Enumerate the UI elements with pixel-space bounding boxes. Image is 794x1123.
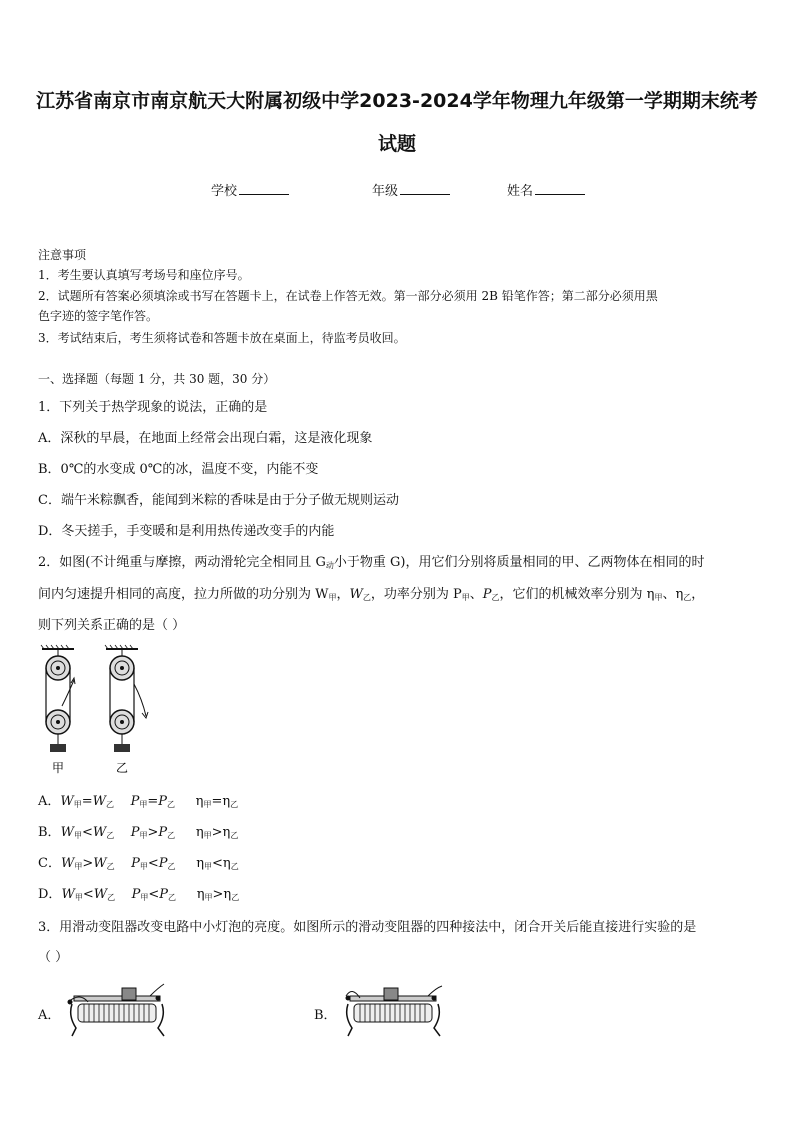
question-1-stem: 1．下列关于热学现象的说法，正确的是 (38, 400, 268, 415)
note-item: 1．考生要认真填写考场号和座位序号。 (38, 268, 250, 282)
name-label: 姓名 (507, 184, 534, 199)
exam-title-continued: 试题 (377, 133, 416, 155)
rheostat-figure-a (66, 982, 172, 1040)
q2-option-d: D．$W_甲<W_乙$ $P_甲<P_乙$ $\eta_甲>\eta_乙$ (38, 887, 240, 902)
note-item: 3．考试结束后，考生须将试卷和答题卡放在桌面上，待监考员收回。 (38, 331, 406, 345)
section-heading: 一、选择题（每题 1 分，共 30 题，30 分） (38, 372, 276, 386)
pulley-system-yi (105, 645, 148, 775)
school-field (211, 180, 289, 199)
q3-option-b: B． (314, 1008, 337, 1023)
q1-option-d: D．冬天搓手，手变暖和是利用热传递改变手的内能 (38, 524, 335, 539)
label-jia: 甲 (52, 761, 65, 775)
question-2-line-2: 间内匀速提升相同的高度，拉力所做的功分别为 $W_甲$，$W_乙$，功率分别为 $P_甲$、$P_乙$，它们的机械效率分别为 $\eta_甲$、$\eta_乙$， (38, 587, 705, 602)
label-yi: 乙 (116, 761, 129, 775)
pulley-system-jia (41, 645, 75, 775)
exam-title: 江苏省南京市南京航天大附属初级中学2023-2024学年物理九年级第一学期期末统考 (36, 90, 758, 112)
q2-option-c: C．$W_甲>W_乙$ $P_甲<P_乙$ $\eta_甲<\eta_乙$ (38, 856, 239, 871)
q2-option-b: B．$W_甲<W_乙$ $P_甲>P_乙$ $\eta_甲>\eta_乙$ (38, 825, 239, 840)
question-2-line-3: 则下列关系正确的是（ ） (38, 618, 186, 633)
note-item: 2．试题所有答案必须填涂或书写在答题卡上，在试卷上作答无效。第一部分必须用 2B 铅笔作答；第二部分必须用黑 (38, 289, 658, 303)
grade-label: 年级 (372, 184, 399, 199)
school-blank[interactable] (239, 182, 289, 195)
q3-option-a: A． (38, 1008, 61, 1023)
notes-heading: 注意事项 (38, 248, 87, 262)
q2-option-a: A．$W_甲=W_乙$ $P_甲=P_乙$ $\eta_甲=\eta_乙$ (38, 794, 239, 809)
grade-blank[interactable] (400, 182, 450, 195)
name-blank[interactable] (535, 182, 585, 195)
q1-option-b: B．0℃的水变成 0℃的冰，温度不变，内能不变 (38, 462, 319, 477)
question-3-stem: 3．用滑动变阻器改变电路中小灯泡的亮度。如图所示的滑动变阻器的四种接法中，闭合开关后能直接进行实验的是 (38, 920, 697, 935)
pulley-figure (38, 644, 158, 779)
q1-option-c: C．端午米粽飘香，能闻到米粽的香味是由于分子做无规则运动 (38, 493, 399, 508)
question-3-paren: （ ） (38, 950, 69, 965)
note-item: 色字迹的签字笔作答。 (38, 309, 159, 323)
school-label: 学校 (211, 184, 238, 199)
question-2-stem: 2．如图(不计绳重与摩擦，两动滑轮完全相同且 $G_动$小于物重 G)，用它们分别将质量相同的甲、乙两物体在相同的时 (38, 555, 705, 570)
name-field (507, 180, 585, 199)
q1-option-a: A．深秋的早晨，在地面上经常会出现白霜，这是液化现象 (38, 431, 373, 446)
grade-field (372, 180, 450, 199)
rheostat-figure-b (342, 982, 448, 1040)
